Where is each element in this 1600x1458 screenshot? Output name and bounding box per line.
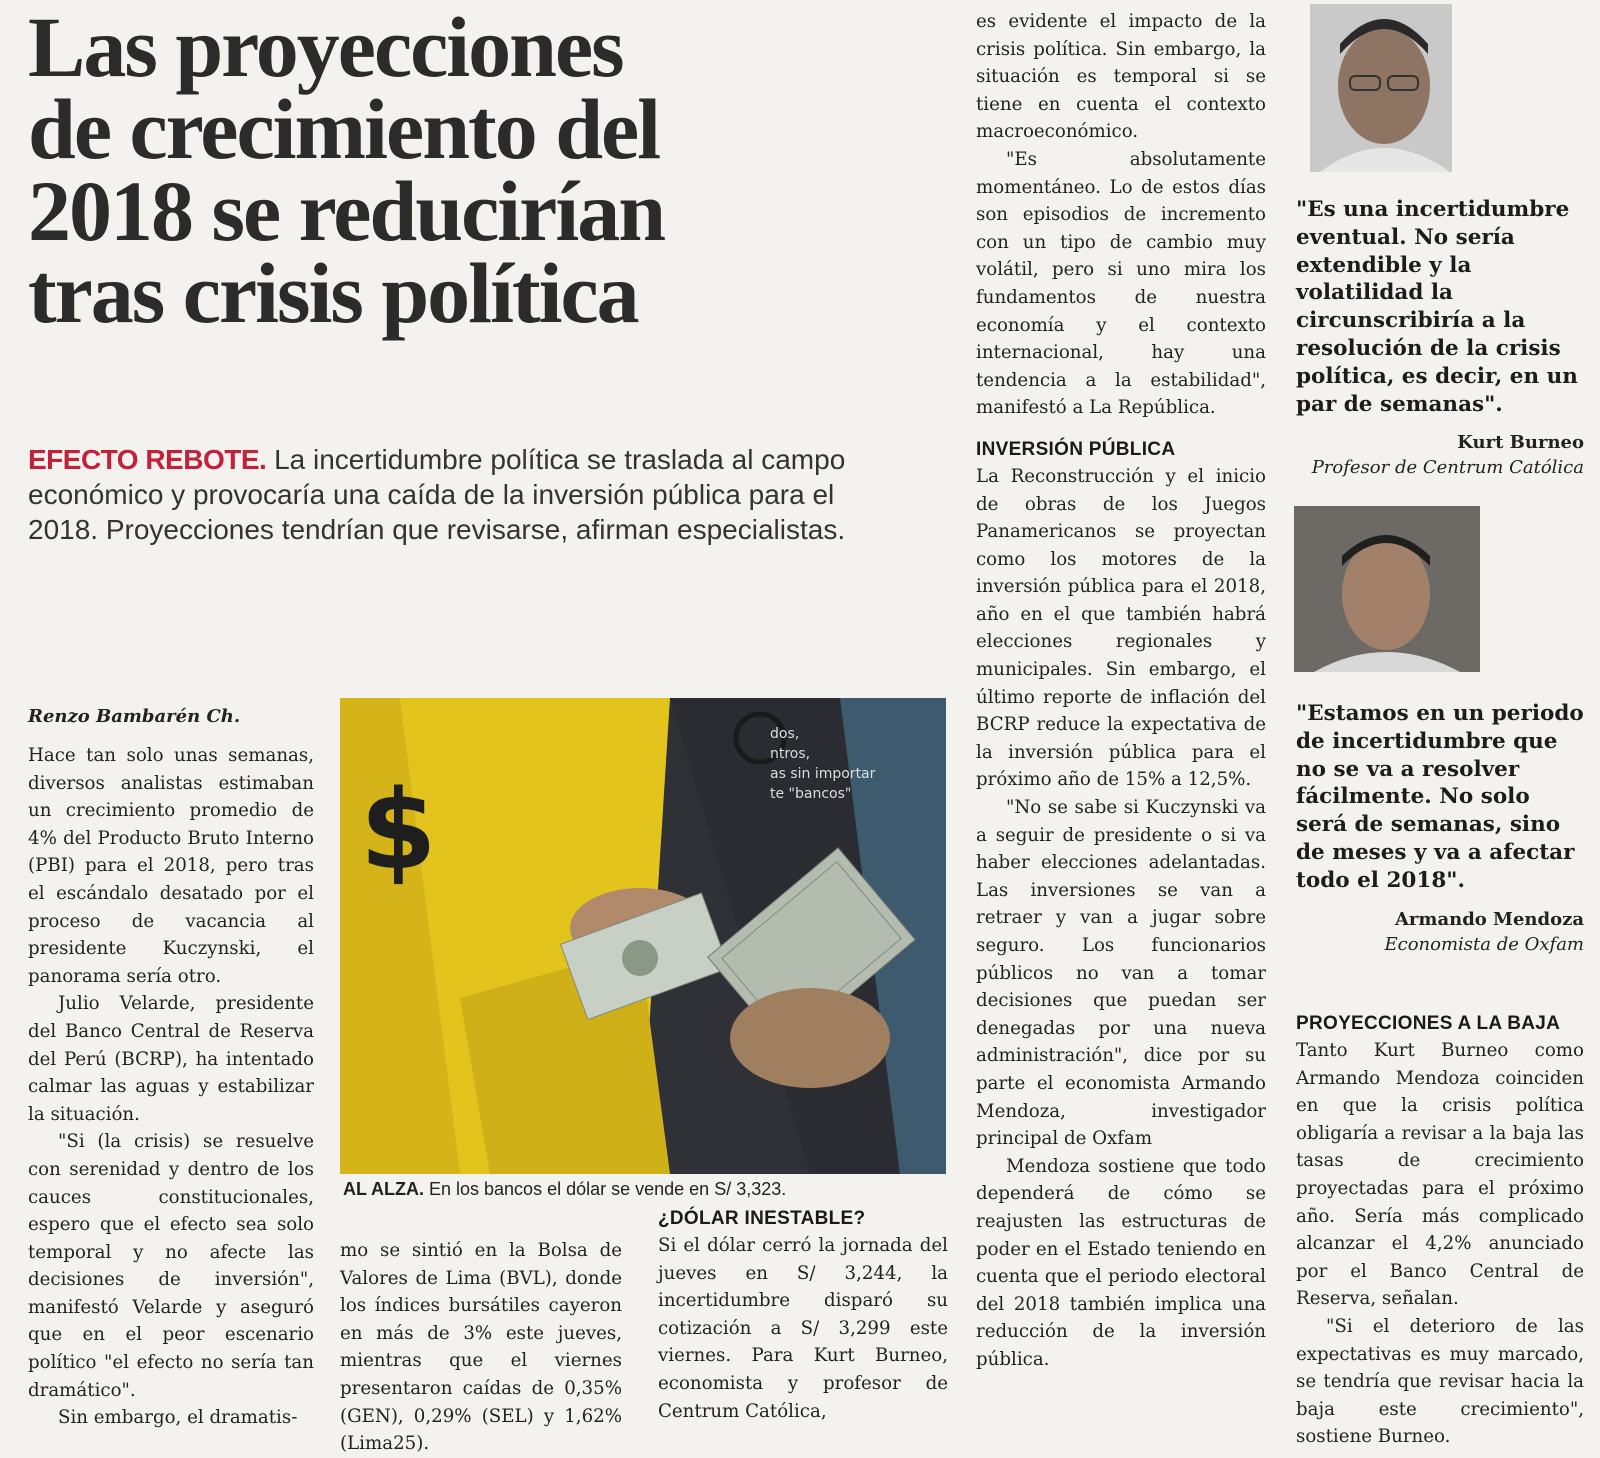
portrait-armando-mendoza-icon (1294, 506, 1480, 672)
column-4 (976, 8, 1266, 1374)
col1-paragraph-1: Hace tan solo unas semanas, diversos analistas estimaban un crecimiento promedio de 4% del Producto Bruto Interno (PBI) para el 2018, pero tras el escándalo desatado por el proceso de vacancia al presidente Kuczynski, el panorama sería otro. (28, 745, 314, 987)
col1-paragraph-2: Julio Velarde, presidente del Banco Central de Reserva del Perú (BCRP), ha intentado calmar las aguas y estabilizar la situación. (28, 993, 314, 1125)
quote-name-1: Kurt Burneo (1457, 432, 1584, 454)
quote-role-1: Profesor de Centrum Católica (1311, 457, 1584, 479)
quote-role-2: Economista de Oxfam (1384, 933, 1584, 955)
col4-paragraph-2: "Es absolutamente momentáneo. Lo de estos días son episodios de incremento con un tipo de cambio muy volátil, pero si uno mira los fundamentos de nuestra economía y el contexto internacional, hay una tendencia a la estabilidad", manifestó a La República. (976, 148, 1266, 419)
col1-paragraph-4: Sin embargo, el dramatis- (58, 1407, 298, 1429)
portrait-armando-mendoza (1294, 506, 1480, 672)
headline-line-2: de crecimiento del (28, 81, 660, 177)
quote-name-2: Armando Mendoza (1394, 908, 1584, 930)
deck-text: La incertidumbre política se traslada al campo económico y provocaría una caída de la inversión pública para el 2018. Proyecciones tendrían que revisarse, afirman especialistas. (28, 444, 846, 545)
svg-text:ntros,: ntros, (770, 746, 811, 762)
column-1 (28, 742, 314, 1432)
money-exchange-illustration (340, 698, 946, 1174)
photo-caption (343, 1179, 786, 1200)
byline: Renzo Bambarén Ch. (28, 706, 241, 727)
col4-paragraph-3: La Reconstrucción y el inicio de obras de los Juegos Panamericanos se proyectan como los motores de la inversión pública para el 2018, año en el que también habrá elecciones regionales y municipales. Sin embargo, el último reporte de inflación del BCRP reduce la expectativa de la inversión pública para el próximo año de 15% a 12,5%. (976, 465, 1266, 791)
portrait-kurt-burneo-icon (1310, 4, 1452, 172)
col4-paragraph-4: "No se sabe si Kuczynski va a seguir de presidente o si va haber elecciones adelantadas. Las inversiones se van a retraer y van a jugar sobre seguro. Los funcionarios públicos no van a tomar decisiones que puedan ser denegadas por una nueva administración", dice por su parte el economista Armando Mendoza, investigador principal de Oxfam (976, 797, 1266, 1150)
caption-text: En los bancos el dólar se vende en S/ 3,323. (424, 1179, 787, 1199)
col3-paragraph-1: Si el dólar cerró la jornada del jueves en S/ 3,244, la incertidumbre disparó su cotización a S/ 3,299 este viernes. Para Kurt Burneo, economista y profesor de Centrum Católica, (658, 1235, 948, 1422)
column-2 (340, 1237, 622, 1458)
sidebar-quote-block-1 (1296, 196, 1584, 478)
caption-label: AL ALZA. (343, 1179, 424, 1199)
subhead-proyecciones-a-la-baja: PROYECCIONES A LA BAJA (1296, 1013, 1561, 1034)
sidebar-quote-block-2 (1296, 700, 1584, 955)
quote-kurt-burneo: "Es una incertidumbre eventual. No sería extendible y la volatilidad la circunscribiría a la resolución de la crisis política, es decir, en un par de semanas". (1296, 197, 1578, 417)
headline-line-4: tras crisis política (28, 245, 638, 341)
deck-kicker: EFECTO REBOTE. (28, 444, 267, 475)
subhead-dolar-inestable: ¿DÓLAR INESTABLE? (658, 1208, 866, 1229)
news-photo (340, 698, 946, 1174)
headline-line-1: Las proyecciones (28, 0, 623, 95)
subhead-inversion-publica: INVERSIÓN PÚBLICA (976, 438, 1176, 460)
column-3 (658, 1205, 948, 1425)
col1-paragraph-3: "Si (la crisis) se resuelve con serenidad y dentro de los cauces constitucionales, espero que el efecto sea solo temporal y no afecte las decisiones de inversión", manifestó Velarde y aseguró que en el peor escenario político "el efecto no sería tan dramático". (28, 1131, 314, 1401)
svg-text:te "bancos": te "bancos" (770, 786, 852, 802)
sidebar-column (1296, 1010, 1584, 1451)
col2-paragraph-1: mo se sintió en la Bolsa de Valores de Lima (BVL), donde los índices bursátiles cayeron en más de 3% este jueves, mientras que el viernes presentaron caídas de 0,35% (GEN), 0,29% (SEL) y 1,62% (Lima25). (340, 1240, 622, 1455)
portrait-kurt-burneo (1310, 4, 1452, 172)
headline-line-3: 2018 se reducirían (28, 163, 665, 259)
headline (28, 0, 928, 341)
deck (28, 442, 888, 547)
svg-text:$: $ (360, 766, 437, 894)
sidebar-paragraph-2: "Si el deterioro de las expectativas es muy marcado, se tendría que revisar hacia la baja este crecimiento", sostiene Burneo. (1296, 1315, 1584, 1448)
svg-text:as sin importar: as sin importar (770, 766, 876, 782)
quote-armando-mendoza: "Estamos en un periodo de incertidumbre que no se va a resolver fácilmente. No solo será de semanas, sino de meses y va a afectar todo el 2018". (1296, 701, 1584, 893)
col4-paragraph-5: Mendoza sostiene que todo dependerá de cómo se reajusten las estructuras de poder en el Estado teniendo en cuenta que el periodo electoral del 2018 también implica una reducción de la inversión pública. (976, 1155, 1266, 1370)
col4-paragraph-1: es evidente el impacto de la crisis política. Sin embargo, la situación es temporal si se tiene en cuenta el contexto macroeconómico. (976, 11, 1266, 143)
svg-text:dos,: dos, (770, 726, 800, 742)
sidebar-paragraph-1: Tanto Kurt Burneo como Armando Mendoza coinciden en que la crisis política obligaría a revisar a la baja las tasas de crecimiento proyectadas para el próximo año. Sería más complicado alcanzar el 4,2% anunciado por el Banco Central de Reserva, señalan. (1296, 1040, 1584, 1310)
